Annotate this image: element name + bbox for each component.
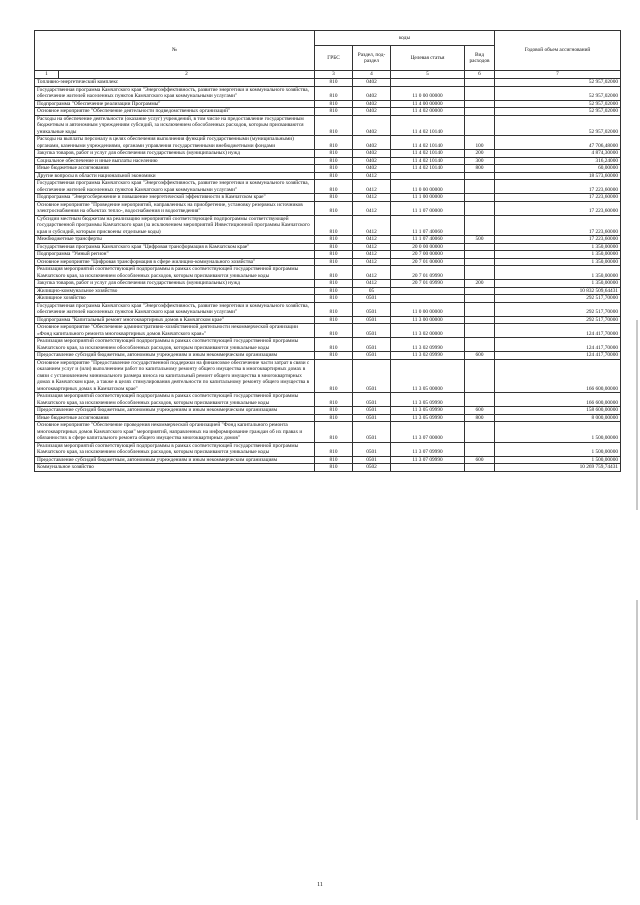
row-target-article: 11 3 02 09990 (391, 352, 465, 360)
table-row (35, 266, 621, 280)
row-grbs: 810 (315, 393, 353, 407)
row-amount: 10 832 509,64431 (495, 287, 621, 295)
row-amount: 17 223,60000 (495, 201, 621, 215)
table-row (35, 280, 621, 288)
row-section: 0501 (353, 393, 391, 407)
row-grbs: 810 (315, 194, 353, 202)
row-section: 0501 (353, 352, 391, 360)
row-expense-type (465, 422, 495, 443)
table-row (35, 352, 621, 360)
row-amount: 1 350,00000 (495, 258, 621, 266)
column-number: 2 (59, 71, 315, 79)
table-row (35, 316, 621, 324)
column-number: 3 (315, 71, 353, 79)
row-section: 0412 (353, 194, 391, 202)
row-expense-type (465, 201, 495, 215)
row-amount: 124 417,70000 (495, 352, 621, 360)
header-amount: Годовой объем ассигнований (495, 31, 621, 71)
table-row (35, 100, 621, 108)
row-name: Основное мероприятие "Обеспечение административно-хозяйственной деятельности некоммерческой организации «Фонд капитального ремонта многоквартирных домов Камчатского края»" (35, 324, 315, 338)
row-name: Государственная программа Камчатского края "Энергоэффективность, развитие энергетики и коммунального хозяйства, обеспечение жителей населенных пунктов Камчатского края коммунальными услугами" (35, 180, 315, 194)
row-expense-type: 800 (465, 414, 495, 422)
row-grbs: 810 (315, 180, 353, 194)
row-expense-type: 600 (465, 456, 495, 464)
table-row (35, 295, 621, 303)
row-grbs: 810 (315, 422, 353, 443)
row-target-article (391, 295, 465, 303)
row-target-article (391, 464, 465, 472)
row-expense-type (465, 243, 495, 251)
table-row (35, 194, 621, 202)
row-expense-type (465, 393, 495, 407)
row-target-article: 11 1 00 00000 (391, 194, 465, 202)
row-expense-type (465, 302, 495, 316)
row-section: 0412 (353, 258, 391, 266)
table-row (35, 201, 621, 215)
row-name: Топливно-энергетический комплекс (35, 79, 315, 87)
row-expense-type: 600 (465, 407, 495, 415)
row-name: Основное мероприятие "Предоставление государственной поддержки на финансовое обеспечение части затрат в связи с оказанием услуг и (или) выполнением работ по капитальному ремонту общего имущества в многоквартирных домах в связи с установлением минимального размера взноса на капитальный ремонт общего имущества в многоквартирных домах в Камчатском крае, а также в целях стимулирования деятельности по капитальному ремонту общего имущества в многоквартирных домах в Камчатском крае" (35, 359, 315, 393)
row-grbs: 810 (315, 302, 353, 316)
row-target-article: 11 4 00 00000 (391, 100, 465, 108)
column-number: 1 (35, 71, 59, 79)
row-amount: 17 223,60000 (495, 215, 621, 236)
row-expense-type (465, 359, 495, 393)
table-row (35, 338, 621, 352)
row-target-article: 11 3 05 09990 (391, 414, 465, 422)
table-row (35, 287, 621, 295)
row-name: Социальное обеспечение и иные выплаты населению (35, 157, 315, 165)
row-grbs: 810 (315, 442, 353, 456)
row-grbs: 810 (315, 287, 353, 295)
table-row (35, 456, 621, 464)
row-name: Подпрограмма "Энергосбережение и повышение энергетической эффективности в Камчатском крае" (35, 194, 315, 202)
row-section: 0402 (353, 136, 391, 150)
row-target-article: 11 0 00 00000 (391, 86, 465, 100)
row-target-article: 11 3 07 09990 (391, 442, 465, 456)
row-amount: 1 350,00000 (495, 243, 621, 251)
row-amount: 1 350,00000 (495, 251, 621, 259)
row-section: 0402 (353, 86, 391, 100)
row-name: Подпрограмма "Умный регион" (35, 251, 315, 259)
page-number: 11 (317, 882, 323, 888)
row-section: 0501 (353, 407, 391, 415)
table-row (35, 442, 621, 456)
row-section: 0502 (353, 464, 391, 472)
row-name: Реализация мероприятий соответствующей подпрограммы в рамках соответствующей государственной программы Камчатского края, за исключением обособленных расходов, которым присваиваются уникальные коды (35, 338, 315, 352)
budget-rows (35, 79, 621, 472)
table-row (35, 86, 621, 100)
row-grbs: 810 (315, 338, 353, 352)
row-target-article: 11 3 05 09990 (391, 393, 465, 407)
row-grbs: 810 (315, 172, 353, 180)
row-name: Закупка товаров, работ и услуг для обеспечения государственных (муниципальных) нужд (35, 150, 315, 158)
table-row (35, 243, 621, 251)
row-name: Жилищное хозяйство (35, 295, 315, 303)
row-section: 0402 (353, 79, 391, 87)
row-name: Предоставление субсидий бюджетным, автономным учреждениям и иным некоммерческим организациям (35, 352, 315, 360)
row-grbs: 810 (315, 243, 353, 251)
row-name: Основное мероприятие "Обеспечение проведения некоммерческой организацией "Фонд капитального ремонта многоквартирных домов Камчатского края" мероприятий, направленных на информирование граждан об их правах и обязанностях в сфере капитального ремонта общего имущества многоквартирных домов" (35, 422, 315, 443)
row-section: 0412 (353, 215, 391, 236)
table-row (35, 251, 621, 259)
row-target-article: 11 3 07 00000 (391, 422, 465, 443)
row-expense-type (465, 194, 495, 202)
row-target-article: 11 3 02 09990 (391, 338, 465, 352)
row-name: Реализация мероприятий соответствующей подпрограммы в рамках соответствующей государственной программы Камчатского края, за исключением обособленных расходов, которым присваиваются уникальные коды (35, 442, 315, 456)
row-amount: 1 500,00000 (495, 442, 621, 456)
row-amount: 52 957,02000 (495, 79, 621, 87)
row-section: 0402 (353, 165, 391, 173)
row-section: 0402 (353, 108, 391, 116)
table-row (35, 414, 621, 422)
row-section: 0501 (353, 442, 391, 456)
row-amount: 166 600,00000 (495, 393, 621, 407)
row-expense-type: 300 (465, 157, 495, 165)
row-section: 0501 (353, 302, 391, 316)
row-section: 0412 (353, 243, 391, 251)
table-row (35, 165, 621, 173)
row-name: Предоставление субсидий бюджетным, автономным учреждениям и иным некоммерческим организациям (35, 407, 315, 415)
column-number: 4 (353, 71, 391, 79)
row-amount: 52 957,02000 (495, 100, 621, 108)
row-name: Предоставление субсидий бюджетным, автономным учреждениям и иным некоммерческим организациям (35, 456, 315, 464)
row-grbs: 810 (315, 136, 353, 150)
header-section: Раздел, под-раздел (353, 46, 391, 71)
row-target-article: 20 0 00 00000 (391, 243, 465, 251)
row-section: 0402 (353, 100, 391, 108)
row-amount: 17 223,60000 (495, 180, 621, 194)
row-name: Расходы на обеспечение деятельности (оказание услуг) учреждений, в том числе на предоставление государственным бюджетным и автономным учреждениям субсидий, за исключением обособленных расходов, которым присваиваются уникальные коды (35, 115, 315, 136)
row-name: Подпрограмма "Обеспечение реализации Программы" (35, 100, 315, 108)
row-expense-type: 200 (465, 150, 495, 158)
row-name: Закупка товаров, работ и услуг для обеспечения государственных (муниципальных) нужд (35, 280, 315, 288)
row-grbs: 810 (315, 258, 353, 266)
row-amount: 292 517,70000 (495, 295, 621, 303)
row-section: 0412 (353, 280, 391, 288)
row-target-article: 11 1 07 40060 (391, 215, 465, 236)
column-number: 7 (495, 71, 621, 79)
row-amount: 1 350,00000 (495, 266, 621, 280)
column-number: 6 (465, 71, 495, 79)
row-grbs: 810 (315, 316, 353, 324)
row-section: 0501 (353, 338, 391, 352)
table-row (35, 324, 621, 338)
row-name: Субсидии местным бюджетам на реализацию мероприятий соответствующей подпрограммы соответствующей государственной программы Камчатского края (за исключением мероприятий Инвестиционной программы Камчатского края и субсидий, которым присвоены отдельные коды) (35, 215, 315, 236)
row-section: 0501 (353, 414, 391, 422)
row-section: 0412 (353, 251, 391, 259)
scan-edge-mark (636, 600, 638, 820)
row-target-article: 11 3 05 00000 (391, 359, 465, 393)
row-amount: 52 957,02000 (495, 86, 621, 100)
row-grbs: 810 (315, 79, 353, 87)
row-section: 0412 (353, 172, 391, 180)
row-grbs: 810 (315, 236, 353, 244)
row-target-article: 11 0 00 00000 (391, 180, 465, 194)
row-expense-type (465, 266, 495, 280)
row-section: 0501 (353, 422, 391, 443)
row-grbs: 810 (315, 251, 353, 259)
row-section: 05 (353, 287, 391, 295)
header-number: № (35, 31, 315, 71)
row-grbs: 810 (315, 100, 353, 108)
row-amount: 124 417,70000 (495, 338, 621, 352)
row-name: Государственная программа Камчатского края "Цифровая трансформация в Камчатском крае" (35, 243, 315, 251)
row-target-article: 11 4 02 10140 (391, 165, 465, 173)
row-grbs: 810 (315, 157, 353, 165)
row-target-article (391, 287, 465, 295)
table-row (35, 464, 621, 472)
table-row (35, 236, 621, 244)
row-grbs: 810 (315, 359, 353, 393)
row-target-article: 11 4 02 10140 (391, 150, 465, 158)
header-codes: коды (315, 31, 495, 46)
row-target-article: 11 1 07 40060 (391, 236, 465, 244)
row-expense-type (465, 295, 495, 303)
row-target-article: 20 7 01 09990 (391, 266, 465, 280)
row-name: Жилищно-коммунальное хозяйство (35, 287, 315, 295)
row-target-article (391, 172, 465, 180)
row-amount: 1 500,00000 (495, 422, 621, 443)
row-amount: 4 874,30000 (495, 150, 621, 158)
row-expense-type (465, 86, 495, 100)
row-expense-type: 600 (465, 352, 495, 360)
row-section: 0412 (353, 201, 391, 215)
row-expense-type: 500 (465, 236, 495, 244)
row-target-article: 11 3 07 09990 (391, 456, 465, 464)
row-target-article: 11 4 02 10140 (391, 136, 465, 150)
row-grbs: 810 (315, 108, 353, 116)
budget-sheet (34, 30, 620, 472)
row-amount: 10 269 759,74431 (495, 464, 621, 472)
row-amount: 292 517,70000 (495, 302, 621, 316)
row-target-article: 20 7 00 00000 (391, 251, 465, 259)
row-section: 0501 (353, 359, 391, 393)
row-name: Основное мероприятие "Проведение мероприятий, направленных на приобретение, установку резервных источников электроснабжения на объектах тепло-, водоснабжения и водоотведения" (35, 201, 315, 215)
row-expense-type (465, 338, 495, 352)
row-expense-type (465, 172, 495, 180)
header-expense-type: Вид расходов (465, 46, 495, 71)
row-grbs: 810 (315, 324, 353, 338)
row-expense-type (465, 258, 495, 266)
row-grbs: 810 (315, 86, 353, 100)
row-name: Реализация мероприятий соответствующей подпрограммы в рамках соответствующей государственной программы Камчатского края, за исключением обособленных расходов, которым присваиваются уникальные коды (35, 393, 315, 407)
row-grbs: 810 (315, 201, 353, 215)
row-target-article: 11 3 00 00000 (391, 316, 465, 324)
row-grbs: 810 (315, 266, 353, 280)
row-name: Основное мероприятие "Цифровая трансформация в сфере жилищно-коммунального хозяйства" (35, 258, 315, 266)
row-amount: 52 957,02000 (495, 115, 621, 136)
row-amount: 1 350,00000 (495, 280, 621, 288)
row-section: 0412 (353, 266, 391, 280)
row-target-article: 20 7 01 09990 (391, 280, 465, 288)
row-grbs: 810 (315, 115, 353, 136)
row-target-article: 11 3 02 00000 (391, 324, 465, 338)
row-amount: 18 573,60000 (495, 172, 621, 180)
row-expense-type (465, 287, 495, 295)
table-row (35, 180, 621, 194)
row-target-article (391, 79, 465, 87)
row-amount: 60,00000 (495, 165, 621, 173)
row-section: 0501 (353, 456, 391, 464)
row-section: 0501 (353, 324, 391, 338)
row-name: Подпрограмма "Капитальный ремонт многоквартирных домов в Камчатском крае" (35, 316, 315, 324)
row-amount: 8 000,00000 (495, 414, 621, 422)
row-amount: 17 223,60000 (495, 194, 621, 202)
row-name: Расходы на выплаты персоналу в целях обеспечения выполнения функций государственными (муниципальными) органами, казенными учреждениями, органами управления государственными внебюджетными фондами (35, 136, 315, 150)
header-grbs: ГРБС (315, 46, 353, 71)
row-expense-type (465, 442, 495, 456)
row-grbs: 810 (315, 456, 353, 464)
row-name: Межбюджетные трансферты (35, 236, 315, 244)
row-amount: 52 957,02000 (495, 108, 621, 116)
column-number: 5 (391, 71, 465, 79)
row-target-article: 11 3 05 09990 (391, 407, 465, 415)
row-section: 0402 (353, 157, 391, 165)
row-name: Основное мероприятие "Обеспечение деятельности подведомственных организаций" (35, 108, 315, 116)
row-target-article: 11 4 02 00000 (391, 108, 465, 116)
row-grbs: 810 (315, 407, 353, 415)
table-row (35, 172, 621, 180)
table-row (35, 422, 621, 443)
row-grbs: 810 (315, 295, 353, 303)
row-amount: 158 600,00000 (495, 407, 621, 415)
scan-edge-mark (636, 320, 638, 510)
row-expense-type (465, 79, 495, 87)
row-grbs: 810 (315, 352, 353, 360)
row-grbs: 810 (315, 464, 353, 472)
table-row (35, 79, 621, 87)
row-target-article: 20 7 01 00000 (391, 258, 465, 266)
row-expense-type: 800 (465, 165, 495, 173)
row-expense-type (465, 180, 495, 194)
table-row (35, 136, 621, 150)
row-expense-type (465, 115, 495, 136)
row-grbs: 810 (315, 414, 353, 422)
table-row (35, 108, 621, 116)
row-expense-type (465, 108, 495, 116)
budget-table (34, 30, 621, 472)
row-name: Коммунальное хозяйство (35, 464, 315, 472)
table-row (35, 393, 621, 407)
row-name: Иные бюджетные ассигнования (35, 414, 315, 422)
row-name: Другие вопросы в области национальной экономики (35, 172, 315, 180)
row-section: 0412 (353, 236, 391, 244)
row-name: Реализация мероприятий соответствующей подпрограммы в рамках соответствующей государственной программы Камчатского края, за исключением обособленных расходов, которым присваиваются уникальные коды (35, 266, 315, 280)
row-amount: 17 223,60000 (495, 236, 621, 244)
row-section: 0501 (353, 316, 391, 324)
table-row (35, 407, 621, 415)
row-name: Иные бюджетные ассигнования (35, 165, 315, 173)
row-name: Государственная программа Камчатского края "Энергоэффективность, развитие энергетики и коммунального хозяйства, обеспечение жителей населенных пунктов Камчатского края коммунальными услугами" (35, 302, 315, 316)
row-section: 0501 (353, 295, 391, 303)
row-amount: 47 706,48000 (495, 136, 621, 150)
row-grbs: 810 (315, 215, 353, 236)
row-expense-type (465, 324, 495, 338)
row-amount: 316,24000 (495, 157, 621, 165)
row-amount: 1 500,00000 (495, 456, 621, 464)
row-amount: 292 517,70000 (495, 316, 621, 324)
row-section: 0402 (353, 115, 391, 136)
row-target-article: 11 1 07 00000 (391, 201, 465, 215)
row-expense-type (465, 251, 495, 259)
row-expense-type (465, 100, 495, 108)
row-grbs: 810 (315, 150, 353, 158)
row-expense-type: 200 (465, 280, 495, 288)
row-expense-type (465, 215, 495, 236)
row-name: Государственная программа Камчатского края "Энергоэффективность, развитие энергетики и коммунального хозяйства, обеспечение жителей населенных пунктов Камчатского края коммунальными услугами" (35, 86, 315, 100)
row-expense-type (465, 316, 495, 324)
table-row (35, 215, 621, 236)
row-target-article: 11 4 02 10140 (391, 157, 465, 165)
row-section: 0402 (353, 150, 391, 158)
row-target-article: 11 4 02 10140 (391, 115, 465, 136)
row-expense-type: 100 (465, 136, 495, 150)
table-row (35, 359, 621, 393)
table-row (35, 157, 621, 165)
table-row (35, 115, 621, 136)
row-grbs: 810 (315, 165, 353, 173)
row-amount: 124 417,70000 (495, 324, 621, 338)
row-grbs: 810 (315, 280, 353, 288)
table-row (35, 258, 621, 266)
table-row (35, 150, 621, 158)
row-section: 0412 (353, 180, 391, 194)
table-row (35, 302, 621, 316)
row-amount: 166 600,00000 (495, 359, 621, 393)
header-target-article: Целевая статья (391, 46, 465, 71)
row-target-article: 11 0 00 00000 (391, 302, 465, 316)
row-expense-type (465, 464, 495, 472)
